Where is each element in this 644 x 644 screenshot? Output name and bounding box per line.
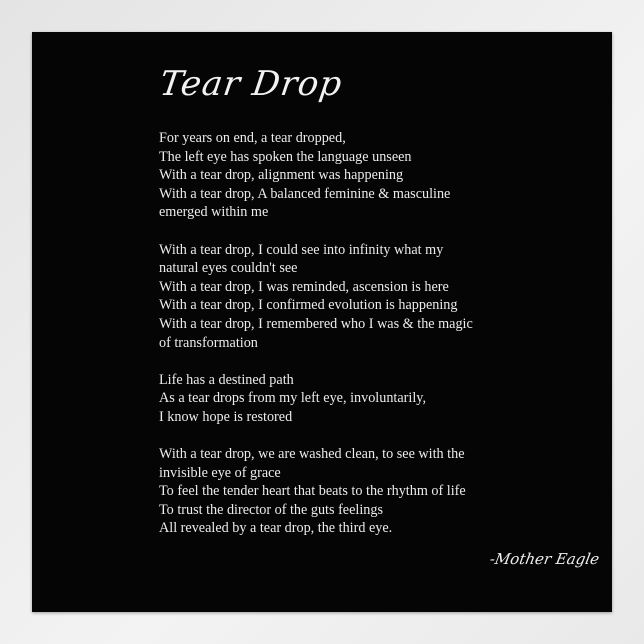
poem-line: To trust the director of the guts feelings — [159, 501, 383, 518]
poem-line: With a tear drop, I remembered who I was & the magic — [159, 315, 473, 332]
poem-stanza — [159, 445, 473, 538]
poem-line: With a tear drop, I could see into infinity what my — [159, 241, 444, 258]
poem-line: The left eye has spoken the language unseen — [159, 148, 412, 165]
poem-line: emerged within me — [159, 204, 269, 221]
poem-line: With a tear drop, we are washed clean, to see with the — [159, 446, 465, 463]
poem-body — [159, 129, 473, 557]
poem-line: I know hope is restored — [159, 408, 293, 425]
poem-poster — [32, 32, 612, 612]
poem-line: natural eyes couldn't see — [159, 260, 298, 277]
poem-line: invisible eye of grace — [159, 464, 281, 481]
poem-line: of transformation — [159, 334, 258, 351]
poem-line: With a tear drop, A balanced feminine & masculine — [159, 185, 451, 202]
poem-stanza — [159, 241, 473, 353]
poem-line: All revealed by a tear drop, the third eye. — [159, 520, 393, 537]
poem-line: With a tear drop, alignment was happening — [159, 167, 404, 184]
poem-stanza — [159, 129, 473, 222]
poem-line: For years on end, a tear dropped, — [159, 130, 346, 146]
poem-line: As a tear drops from my left eye, involuntarily, — [159, 390, 426, 407]
poem-stanza — [159, 371, 473, 427]
poem-line: To feel the tender heart that beats to the rhythm of life — [159, 483, 466, 500]
poem-title: Tear Drop — [157, 64, 346, 104]
poem-line: With a tear drop, I confirmed evolution is happening — [159, 297, 458, 314]
poem-line: Life has a destined path — [159, 371, 294, 388]
poem-line: With a tear drop, I was reminded, ascension is here — [159, 278, 449, 295]
author-signature: -Mother Eagle — [488, 550, 601, 568]
